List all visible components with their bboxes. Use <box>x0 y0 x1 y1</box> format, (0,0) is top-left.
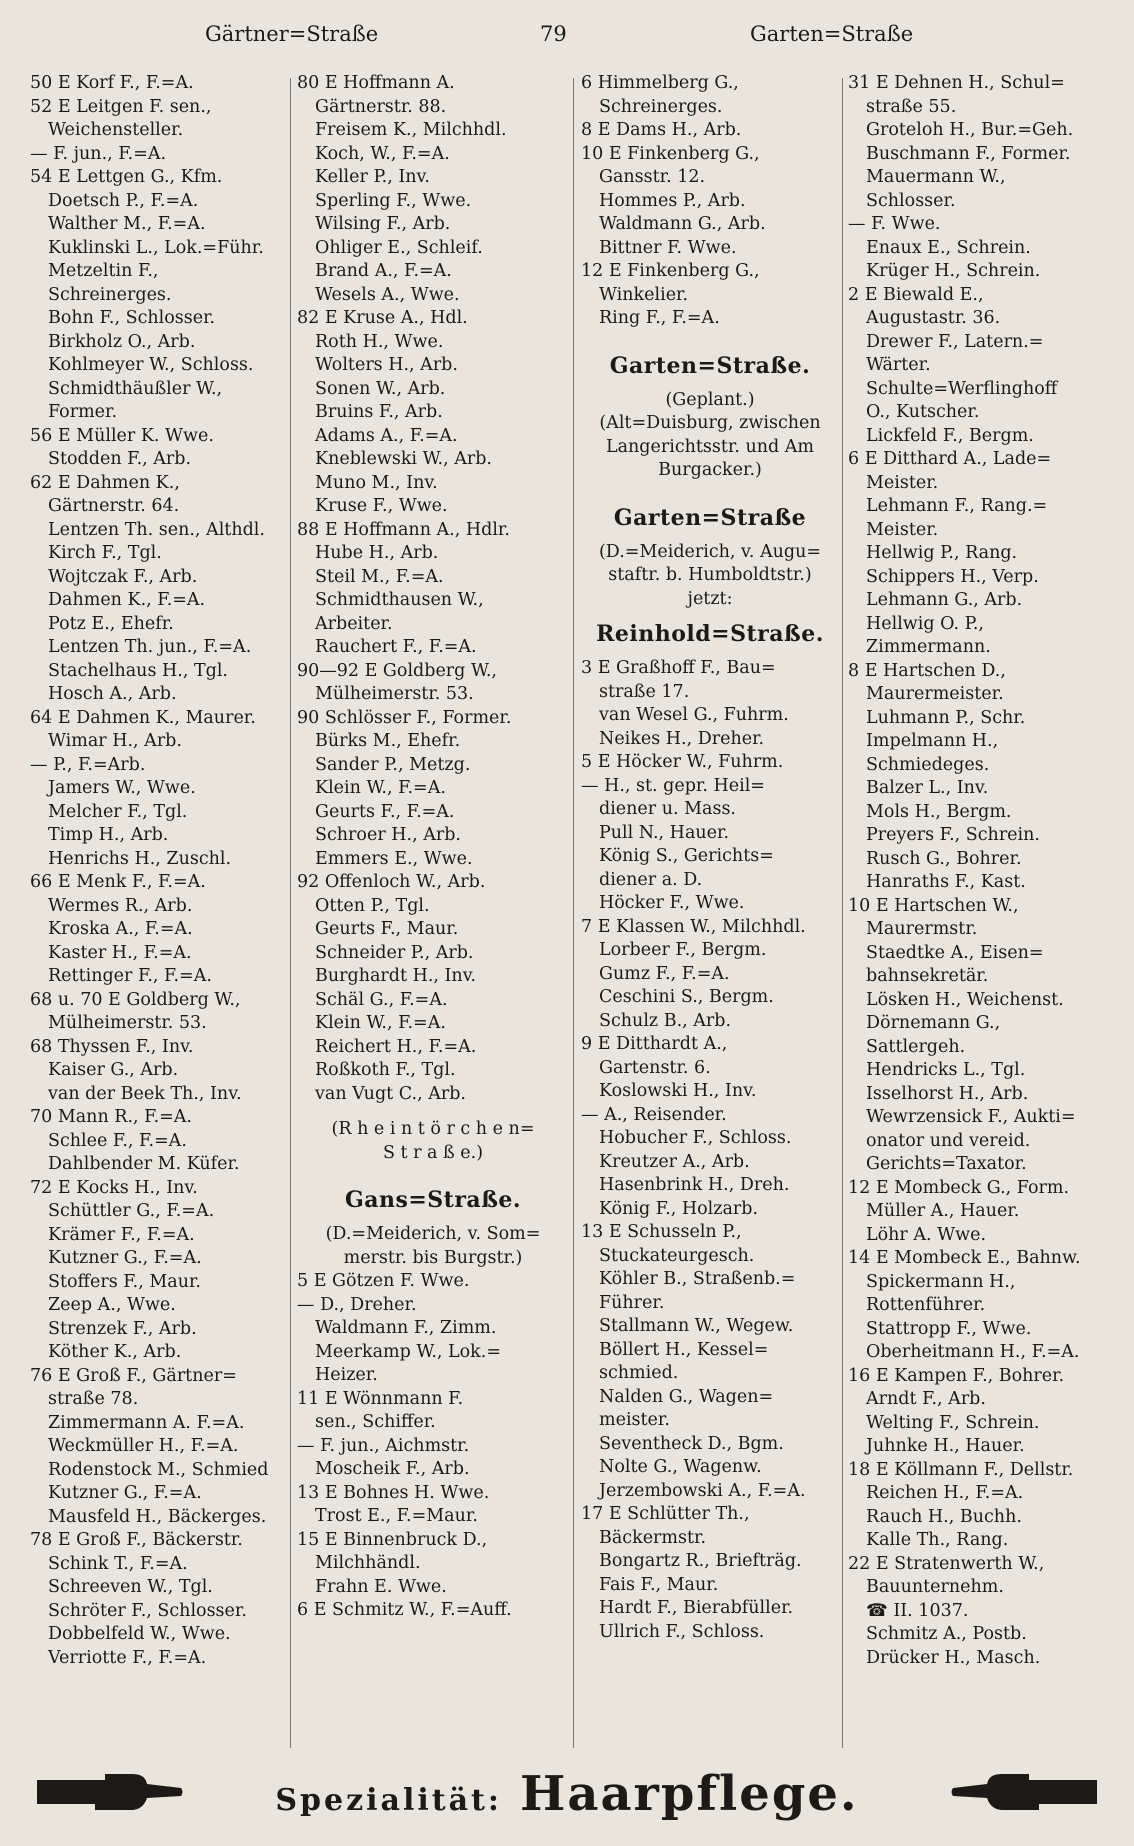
directory-entry-line <box>297 1106 569 1118</box>
directory-entry-line: 18 E Köllmann F., Dellstr. <box>848 1459 1074 1480</box>
directory-entry-line: Mausfeld H., Bäckerges. <box>48 1506 267 1527</box>
directory-entry-line: — H., st. gepr. Heil= <box>581 775 765 796</box>
directory-entry-line: Otten P., Tgl. <box>315 895 430 916</box>
directory-entry-line: Arbeiter. <box>315 613 393 634</box>
directory-entry-line: Rusch G., Bohrer. <box>866 848 1022 869</box>
directory-entry-line: König S., Gerichts= <box>599 846 774 866</box>
directory-entry-line: Reichen H., F.=A. <box>866 1483 1024 1503</box>
directory-entry-line <box>581 331 839 343</box>
directory-entry-line: Bittner F. Wwe. <box>599 237 737 258</box>
directory-entry-line: sen., Schiffer. <box>315 1412 436 1432</box>
pointing-hand-icon <box>35 1770 185 1814</box>
directory-entry-line: Birkholz O., Arb. <box>48 331 196 352</box>
directory-entry-line: Kroska A., F.=A. <box>48 919 193 939</box>
directory-entry-line: Welting F., Schrein. <box>866 1412 1040 1433</box>
directory-entry-line: Balzer L., Inv. <box>866 778 989 798</box>
directory-entry-line: S t r a ß e.) <box>382 1142 484 1163</box>
directory-entry-line: Fais F., Maur. <box>599 1574 719 1595</box>
directory-entry-line: Reichert H., F.=A. <box>315 1036 477 1057</box>
directory-entry-line: Drewer F., Latern.= <box>866 331 1044 352</box>
directory-entry-line: van Vugt C., Arb. <box>315 1083 466 1104</box>
directory-entry-line: Schreeven W., Tgl. <box>48 1577 213 1597</box>
directory-entry-line: Brand A., F.=A. <box>315 261 452 281</box>
directory-entry-line: Ceschini S., Bergm. <box>599 987 774 1007</box>
directory-entry-line: van Wesel G., Fuhrm. <box>599 705 789 725</box>
directory-entry-line: Gerichts=Taxator. <box>866 1154 1027 1174</box>
directory-entry-line: 17 E Schlütter Th., <box>581 1504 750 1524</box>
directory-entry-line <box>581 483 839 495</box>
directory-entry-line: Milchhändl. <box>315 1553 421 1573</box>
directory-entry-line: 70 Mann R., F.=A. <box>30 1107 192 1127</box>
directory-entry-line: Rettinger F., F.=A. <box>48 966 212 986</box>
directory-entry-line: 13 E Bohnes H. Wwe. <box>297 1482 490 1503</box>
directory-entry-line: Kutzner G., F.=A. <box>48 1483 202 1503</box>
directory-entry-line: Hellwig O. P., <box>866 613 984 634</box>
directory-entry-line: Schüttler G., F.=A. <box>48 1201 215 1221</box>
directory-entry-line: staftr. b. Humboldtstr.) <box>608 565 812 585</box>
advertisement-label: Spezialität: <box>275 1783 502 1818</box>
directory-entry-line: Ullrich F., Schloss. <box>599 1621 765 1642</box>
directory-column-4 <box>848 72 1110 1750</box>
directory-entry-line: 5 E Höcker W., Fuhrm. <box>581 752 784 772</box>
directory-entry-line: Maurermstr. <box>866 919 978 939</box>
directory-entry-line: Gärtnerstr. 64. <box>48 496 180 516</box>
directory-entry-line: Kneblewski W., Arb. <box>315 449 492 469</box>
directory-entry-line: Bürks M., Ehefr. <box>315 731 461 751</box>
directory-columns <box>30 72 1110 1750</box>
directory-entry-line: König F., Holzarb. <box>599 1198 759 1219</box>
directory-entry-line: Strenzek F., Arb. <box>48 1318 197 1339</box>
directory-entry-line: Lehmann G., Arb. <box>866 590 1023 610</box>
directory-entry-line: Ring F., F.=A. <box>599 308 720 328</box>
directory-entry-line: Koslowski H., Inv. <box>599 1081 757 1101</box>
directory-entry-line: Wojtczak F., Arb. <box>48 566 198 587</box>
directory-entry-line: Ohliger E., Schleif. <box>315 237 483 258</box>
directory-entry-line: Schulz B., Arb. <box>599 1010 732 1031</box>
directory-entry-line: Wolters H., Arb. <box>315 355 458 375</box>
directory-entry-line: 10 E Finkenberg G., <box>581 143 760 164</box>
directory-entry-line: Zeep A., Wwe. <box>48 1295 176 1315</box>
directory-entry-line: Wilsing F., Arb. <box>315 214 451 234</box>
directory-entry-line: Gumz F., F.=A. <box>599 963 730 984</box>
directory-entry-line: Jamers W., Wwe. <box>48 778 196 798</box>
directory-entry-line: Emmers E., Wwe. <box>315 848 473 869</box>
directory-entry-line: (D.=Meiderich, v. Som= <box>325 1224 541 1244</box>
directory-entry-line: Schink T., F.=A. <box>48 1553 188 1574</box>
directory-entry-line: Walther M., F.=A. <box>48 214 206 234</box>
directory-entry-line: 76 E Groß F., Gärtner= <box>30 1365 237 1386</box>
directory-entry-line: Zimmermann A. F.=A. <box>48 1412 245 1433</box>
directory-entry-line: Kutzner G., F.=A. <box>48 1248 202 1268</box>
directory-entry-line: Adams A., F.=A. <box>315 425 458 446</box>
directory-entry-line: Moscheik F., Arb. <box>315 1459 470 1479</box>
directory-entry-line: Maurermeister. <box>866 684 1004 704</box>
directory-entry-line: Isselhorst H., Arb. <box>866 1083 1029 1104</box>
directory-entry-line: Groteloh H., Bur.=Geh. <box>866 120 1074 140</box>
directory-entry-line: Doetsch P., F.=A. <box>48 190 199 211</box>
directory-entry-line: Freisem K., Milchhdl. <box>315 120 507 140</box>
directory-entry-line: ☎ II. 1037. <box>866 1600 969 1621</box>
directory-entry-line: Nolte G., Wagenw. <box>599 1457 762 1477</box>
directory-entry-line: Lentzen Th. sen., Althdl. <box>48 519 265 540</box>
directory-column-1 <box>30 72 288 1750</box>
directory-entry-line: 64 E Dahmen K., Maurer. <box>30 707 256 728</box>
directory-entry-line: Waldmann G., Arb. <box>599 214 766 234</box>
directory-entry-line: Pull N., Hauer. <box>599 822 730 843</box>
directory-entry-line: Juhnke H., Hauer. <box>866 1436 1025 1456</box>
directory-entry-line: Roth H., Wwe. <box>315 331 444 352</box>
directory-entry-line: Schneider P., Arb. <box>315 942 474 963</box>
directory-entry-line: Rodenstock M., Schmied <box>48 1459 269 1480</box>
directory-entry-line: 68 u. 70 E Goldberg W., <box>30 989 241 1010</box>
advertisement-text <box>195 1766 939 1822</box>
directory-entry-line: Mülheimerstr. 53. <box>48 1013 207 1033</box>
directory-entry-line: Schlee F., F.=A. <box>48 1130 187 1151</box>
directory-entry-line: — D., Dreher. <box>297 1294 417 1315</box>
directory-entry-line: Lösken H., Weichenst. <box>866 989 1064 1010</box>
directory-entry-line: Augustastr. 36. <box>866 308 1001 328</box>
directory-entry-line: Keller P., Inv. <box>315 167 430 187</box>
directory-entry-line: Muno M., Inv. <box>315 472 438 493</box>
directory-entry-line: 9 E Ditthardt A., <box>581 1034 728 1054</box>
directory-entry-line: — P., F.=Arb. <box>30 754 146 775</box>
directory-entry-line: (R h e i n t ö r c h e n= <box>331 1119 535 1139</box>
directory-entry-line: 56 E Müller K. Wwe. <box>30 425 214 446</box>
directory-entry-line: Krüger H., Schrein. <box>866 261 1041 281</box>
directory-entry-line: 12 E Finkenberg G., <box>581 261 760 281</box>
directory-entry-line: Trost E., F.=Maur. <box>315 1506 478 1526</box>
directory-entry-line: Wärter. <box>866 355 931 375</box>
directory-entry-line: Schmiedeges. <box>866 754 990 775</box>
directory-entry-line: Stachelhaus H., Tgl. <box>48 660 228 681</box>
directory-entry-line: Schippers H., Verp. <box>866 566 1039 587</box>
directory-entry-line: 16 E Kampen F., Bohrer. <box>848 1365 1065 1386</box>
directory-entry-line: 6 E Ditthard A., Lade= <box>848 449 1052 469</box>
directory-entry-line: Meister. <box>866 519 939 540</box>
directory-entry-line: Hanraths F., Kast. <box>866 872 1026 892</box>
directory-entry-line: Schroer H., Arb. <box>315 825 461 845</box>
directory-entry-line: Lentzen Th. jun., F.=A. <box>48 637 252 657</box>
directory-entry-line: 8 E Hartschen D., <box>848 660 1006 681</box>
directory-entry-line: Impelmann H., <box>866 731 999 751</box>
directory-entry-line: — F. jun., Aichmstr. <box>297 1435 470 1456</box>
directory-entry-line: Schreinerges. <box>48 284 172 305</box>
directory-entry-line: 13 E Schusseln P., <box>581 1222 742 1242</box>
directory-entry-line: Schreinerges. <box>599 96 723 117</box>
directory-entry-line: — F. jun., F.=A. <box>30 143 167 164</box>
directory-entry-line: Kaster H., F.=A. <box>48 942 192 963</box>
directory-entry-line: Schlosser. <box>866 190 956 211</box>
directory-entry-line: Meerkamp W., Lok.= <box>315 1341 501 1362</box>
directory-entry-line: Stuckateurgesch. <box>599 1245 755 1266</box>
directory-entry-line: Zimmermann. <box>866 637 991 657</box>
directory-entry-line: Reinhold=Straße. <box>596 621 824 647</box>
directory-entry-line: Henrichs H., Zuschl. <box>48 848 232 869</box>
directory-entry-line: Mols H., Bergm. <box>866 801 1012 822</box>
directory-entry-line: Stoffers F., Maur. <box>48 1271 201 1292</box>
directory-column-2 <box>297 72 569 1750</box>
directory-entry-line: Klein W., F.=A. <box>315 1013 446 1033</box>
directory-entry-line: Dörnemann G., <box>866 1013 1001 1033</box>
directory-entry-line: (Geplant.) <box>665 389 755 410</box>
directory-entry-line: Kalle Th., Rang. <box>866 1530 1009 1550</box>
directory-entry-line: Sander P., Metzg. <box>315 754 471 775</box>
directory-entry-line: Gans=Straße. <box>344 1187 522 1213</box>
directory-entry-line: Mülheimerstr. 53. <box>315 684 474 704</box>
directory-entry-line: straße 55. <box>866 96 957 117</box>
directory-entry-line: 88 E Hoffmann A., Hdlr. <box>297 519 510 540</box>
directory-entry-line: Rauch H., Buchh. <box>866 1506 1022 1527</box>
directory-entry-line: Buschmann F., Former. <box>866 143 1071 164</box>
directory-entry-line: Bäckermstr. <box>599 1527 707 1548</box>
directory-entry-line: schmied. <box>599 1363 679 1383</box>
directory-entry-line: Drücker H., Masch. <box>866 1647 1041 1668</box>
directory-entry-line: Bruins F., Arb. <box>315 402 443 422</box>
directory-entry-line: Gansstr. 12. <box>599 167 706 187</box>
directory-entry-line: 62 E Dahmen K., <box>30 472 180 493</box>
running-header <box>0 0 1134 62</box>
directory-entry-line: Arndt F., Arb. <box>866 1389 986 1409</box>
directory-entry-line: Enaux E., Schrein. <box>866 237 1031 258</box>
directory-entry-line: Lickfeld F., Bergm. <box>866 425 1034 446</box>
directory-entry-line: Stallmann W., Wegew. <box>599 1316 794 1336</box>
directory-entry-line: Wewrzensick F., Aukti= <box>866 1107 1076 1127</box>
directory-entry-line: straße 17. <box>599 681 690 702</box>
directory-entry-line: Melcher F., Tgl. <box>48 801 188 822</box>
directory-entry-line: Löhr A. Wwe. <box>866 1224 987 1245</box>
directory-entry-line <box>297 1165 569 1177</box>
directory-entry-line: bahnsekretär. <box>866 966 989 986</box>
directory-entry-line: Hobucher F., Schloss. <box>599 1128 792 1148</box>
directory-entry-line: meister. <box>599 1410 670 1430</box>
directory-entry-line: diener u. Mass. <box>599 799 736 819</box>
directory-entry-line: Meister. <box>866 472 939 493</box>
directory-entry-line: 2 E Biewald E., <box>848 284 984 305</box>
directory-entry-line: 8 E Dams H., Arb. <box>581 120 742 140</box>
directory-entry-line: Spickermann H., <box>866 1271 1016 1292</box>
directory-entry-line: Frahn E. Wwe. <box>315 1576 447 1597</box>
directory-entry-line: Gartenstr. 6. <box>599 1057 711 1078</box>
directory-entry-line: Wermes R., Arb. <box>48 895 193 916</box>
directory-entry-line: Winkelier. <box>599 284 689 305</box>
directory-entry-line: Lorbeer F., Bergm. <box>599 940 767 960</box>
directory-entry-line: Gärtnerstr. 88. <box>315 96 447 117</box>
directory-entry-line: Böllert H., Kessel= <box>599 1339 769 1360</box>
directory-entry-line: Hube H., Arb. <box>315 543 439 563</box>
directory-entry-line: merstr. bis Burgstr.) <box>343 1247 523 1268</box>
directory-entry-line: 31 E Dehnen H., Schul= <box>848 73 1065 93</box>
directory-entry-line: — F. Wwe. <box>848 214 941 234</box>
directory-entry-line: Köther K., Arb. <box>48 1342 182 1362</box>
directory-entry-line: Garten=Straße <box>613 504 807 531</box>
directory-entry-line: Schröter F., Schlosser. <box>48 1600 247 1621</box>
directory-entry-line: Kruse F., Wwe. <box>315 496 448 516</box>
directory-entry-line: 22 E Stratenwerth W., <box>848 1553 1045 1574</box>
directory-entry-line: Rauchert F., F.=A. <box>315 637 477 657</box>
directory-entry-line: Kreutzer A., Arb. <box>599 1151 750 1172</box>
directory-entry-line: Luhmann P., Schr. <box>866 707 1026 728</box>
directory-entry-line: 72 E Kocks H., Inv. <box>30 1177 198 1198</box>
directory-entry-line: straße 78. <box>48 1389 139 1409</box>
directory-entry-line: Hasenbrink H., Dreh. <box>599 1175 790 1195</box>
directory-entry-line: 82 E Kruse A., Hdl. <box>297 308 468 328</box>
directory-entry-line: Hosch A., Arb. <box>48 684 177 704</box>
directory-entry-line: Hardt F., Bierabfüller. <box>599 1598 794 1618</box>
directory-entry-line: 6 Himmelberg G., <box>581 73 739 93</box>
directory-entry-line: Sperling F., Wwe. <box>315 190 472 211</box>
directory-entry-line: (Alt=Duisburg, zwischen <box>599 413 821 433</box>
directory-entry-line: 11 E Wönnmann F. <box>297 1388 464 1409</box>
directory-entry-line: jetzt: <box>687 588 733 609</box>
directory-entry-line: 68 Thyssen F., Inv. <box>30 1036 194 1057</box>
directory-entry-line: Kuklinski L., Lok.=Führ. <box>48 237 264 258</box>
directory-entry-line: Schäl G., F.=A. <box>315 989 448 1010</box>
directory-entry-line: Sattlergeh. <box>866 1036 966 1057</box>
directory-entry-line: van der Beek Th., Inv. <box>48 1083 242 1104</box>
directory-entry-line: Schmitz A., Postb. <box>866 1624 1027 1644</box>
directory-entry-line: Metzeltin F., <box>48 261 159 281</box>
directory-entry-line: Hendricks L., Tgl. <box>866 1060 1026 1080</box>
directory-entry-line: Oberheitmann H., F.=A. <box>866 1342 1080 1362</box>
advertisement-product: Haarpflege. <box>519 1766 859 1822</box>
directory-entry-line: 90—92 E Goldberg W., <box>297 660 497 681</box>
directory-entry-line: Waldmann F., Zimm. <box>315 1318 497 1338</box>
advertisement-banner <box>35 1762 1099 1826</box>
directory-entry-line: Staedtke A., Eisen= <box>866 942 1044 963</box>
directory-entry-line: Jerzembowski A., F.=A. <box>599 1480 806 1501</box>
directory-entry-line: Dobbelfeld W., Wwe. <box>48 1624 231 1644</box>
directory-entry-line: diener a. D. <box>599 869 703 890</box>
directory-entry-line: Köhler B., Straßenb.= <box>599 1269 796 1289</box>
directory-entry-line: Höcker F., Wwe. <box>599 893 745 913</box>
directory-entry-line: Kaiser G., Arb. <box>48 1060 179 1080</box>
directory-entry-line: 50 E Korf F., F.=A. <box>30 73 194 93</box>
directory-entry-line: Kirch F., Tgl. <box>48 543 162 563</box>
directory-entry-line: Wimar H., Arb. <box>48 731 182 751</box>
directory-entry-line: 78 E Groß F., Bäckerstr. <box>30 1530 243 1550</box>
directory-entry-line: Bohn F., Schlosser. <box>48 308 216 328</box>
directory-entry-line: Müller A., Hauer. <box>866 1201 1020 1221</box>
directory-entry-line: Roßkoth F., Tgl. <box>315 1060 456 1080</box>
directory-entry-line: Weckmüller H., F.=A. <box>48 1436 239 1456</box>
directory-entry-line: Timp H., Arb. <box>48 825 169 845</box>
directory-entry-line: 52 E Leitgen F. sen., <box>30 96 212 117</box>
directory-entry-line: Preyers F., Schrein. <box>866 825 1040 845</box>
directory-entry-line: Nalden G., Wagen= <box>599 1386 774 1407</box>
directory-entry-line: Former. <box>48 402 118 422</box>
directory-entry-line: Heizer. <box>315 1365 378 1385</box>
directory-entry-line: Koch, W., F.=A. <box>315 143 450 164</box>
directory-entry-line: Langerichtsstr. und Am <box>605 436 815 457</box>
directory-entry-line: Klein W., F.=A. <box>315 778 446 798</box>
directory-entry-line: onator und vereid. <box>866 1130 1031 1151</box>
directory-entry-line: Bongartz R., Briefträg. <box>599 1551 802 1571</box>
directory-entry-line: Garten=Straße. <box>609 352 811 379</box>
directory-entry-line: Stodden F., Arb. <box>48 449 192 469</box>
directory-entry-line: Burghardt H., Inv. <box>315 966 477 986</box>
directory-entry-line: Sonen W., Arb. <box>315 378 446 399</box>
directory-entry-line: Seventheck D., Bgm. <box>599 1433 784 1454</box>
directory-entry-line: Wesels A., Wwe. <box>315 284 460 305</box>
directory-entry-line: Geurts F., Maur. <box>315 919 459 939</box>
directory-entry-line: 90 Schlösser F., Former. <box>297 707 512 728</box>
directory-entry-line: O., Kutscher. <box>866 402 980 422</box>
directory-entry-line: Mauermann W., <box>866 167 1006 187</box>
directory-entry-line: 66 E Menk F., F.=A. <box>30 872 206 892</box>
directory-entry-line: Steil M., F.=A. <box>315 566 444 587</box>
directory-entry-line: Neikes H., Dreher. <box>599 728 765 749</box>
directory-entry-line: Dahmen K., F.=A. <box>48 590 206 610</box>
directory-entry-line: 14 E Mombeck E., Bahnw. <box>848 1248 1081 1268</box>
directory-entry-line: 6 E Schmitz W., F.=Auff. <box>297 1600 512 1620</box>
directory-entry-line: 7 E Klassen W., Milchhdl. <box>581 916 806 937</box>
directory-entry-line: 15 E Binnenbruck D., <box>297 1529 488 1550</box>
directory-entry-line: Verriotte F., F.=A. <box>48 1647 207 1668</box>
directory-entry-line: Burgacker.) <box>658 460 762 480</box>
directory-entry-line: Führer. <box>599 1292 665 1313</box>
directory-entry-line: 12 E Mombeck G., Form. <box>848 1177 1070 1198</box>
directory-entry-line: 92 Offenloch W., Arb. <box>297 872 486 892</box>
header-left-street: Gärtner=Straße <box>205 22 379 46</box>
directory-entry-line: Lehmann F., Rang.= <box>866 496 1048 516</box>
directory-entry-line: Bauunternehm. <box>866 1577 1004 1597</box>
directory-entry-line: 80 E Hoffmann A. <box>297 73 455 93</box>
header-right-street: Garten=Straße <box>750 22 914 46</box>
directory-entry-line: Schmidthäußler W., <box>48 378 223 399</box>
directory-entry-line: Rottenführer. <box>866 1295 986 1315</box>
directory-entry-line: Hommes P., Arb. <box>599 190 746 211</box>
directory-entry-line: Stattropp F., Wwe. <box>866 1318 1032 1339</box>
directory-entry-line: — A., Reisender. <box>581 1104 727 1125</box>
pointing-hand-icon <box>949 1770 1099 1814</box>
directory-entry-line: 5 E Götzen F. Wwe. <box>297 1271 470 1291</box>
directory-entry-line: Schmidthausen W., <box>315 590 484 610</box>
directory-entry-line: Krämer F., F.=A. <box>48 1224 195 1245</box>
directory-entry-line: 54 E Lettgen G., Kfm. <box>30 167 223 187</box>
directory-entry-line: Hellwig P., Rang. <box>866 543 1018 563</box>
directory-entry-line: Dahlbender M. Küfer. <box>48 1154 240 1174</box>
directory-entry-line: Kohlmeyer W., Schloss. <box>48 355 254 375</box>
directory-column-3 <box>581 72 839 1750</box>
directory-entry-line: (D.=Meiderich, v. Augu= <box>598 541 822 562</box>
directory-entry-line: Weichensteller. <box>48 120 184 140</box>
directory-entry-line: 10 E Hartschen W., <box>848 895 1019 916</box>
page-number: 79 <box>540 22 567 46</box>
directory-entry-line: Schulte=Werflinghoff <box>866 378 1058 399</box>
directory-entry-line: 3 E Graßhoff F., Bau= <box>581 658 776 678</box>
directory-entry-line: Potz E., Ehefr. <box>48 613 174 634</box>
directory-entry-line: Geurts F., F.=A. <box>315 801 455 822</box>
